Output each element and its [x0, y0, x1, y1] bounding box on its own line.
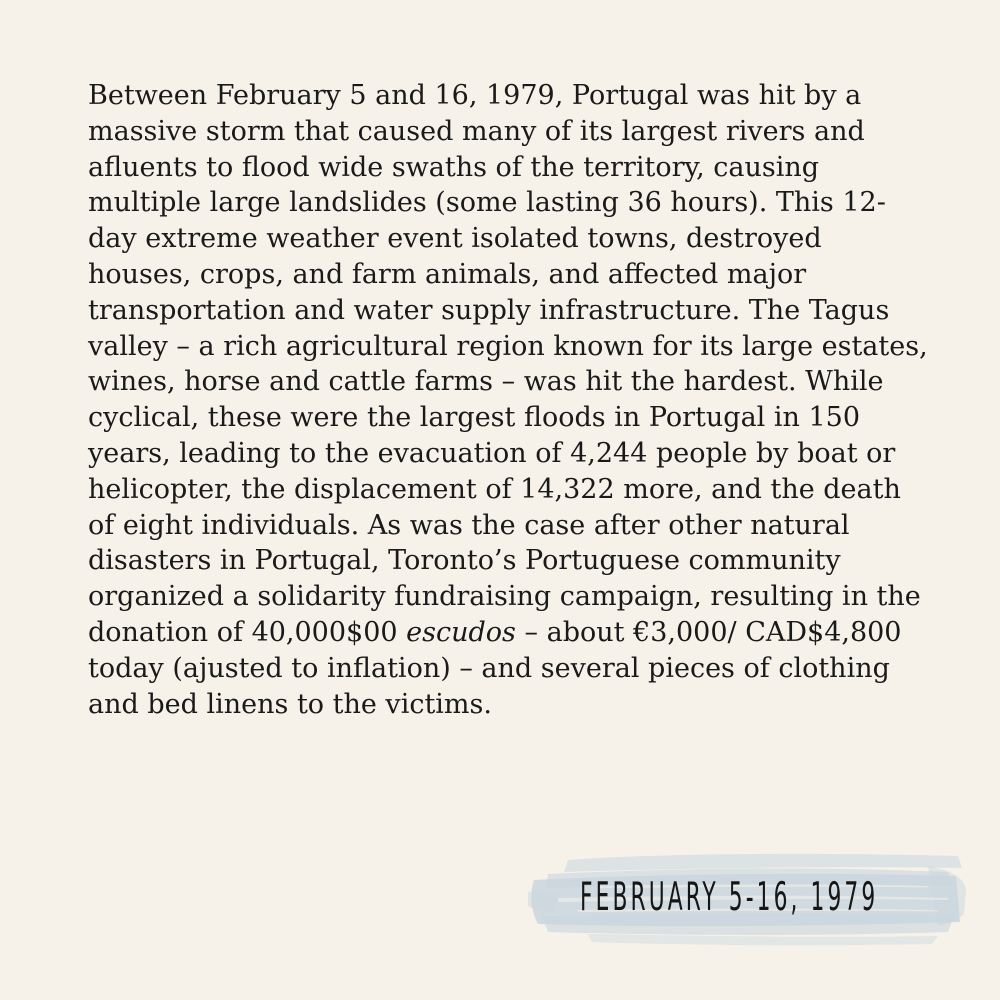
article-text-part1: Between February 5 and 16, 1979, Portugal was hit by a massive storm that caused many of its largest rivers and afluents to flood wide swaths of the territory, causing multiple large landslides (some lasting 36 hours). This 12-day extreme weather event isolated towns, destroyed houses, crops, and farm animals, and affected major transportation and water supply infrastructure. The Tagus valley – a rich agricultural region known for its large estates, wines, horse and cattle farms – was hit the hardest. While cyclical, these were the largest floods in Portugal in 150 years, leading to the evacuation of 4,244 people by boat or helicopter, the displacement of 14,322 more, and the death of eight individuals. As was the case after other natural disasters in Portugal, Toronto’s Portuguese community organized a solidarity fundraising campaign, resulting in the donation of 40,000$00 [88, 80, 928, 648]
date-label: FEBRUARY 5-16, 1979 [580, 875, 879, 920]
article-italic-word: escudos [406, 616, 516, 648]
article-paragraph [88, 78, 928, 722]
date-stamp [528, 846, 968, 950]
article-text-part2: – about €3,000/ CAD$4,800 today (ajusted to inflation) – and several pieces of clothing and bed linens to the victims. [88, 616, 902, 720]
